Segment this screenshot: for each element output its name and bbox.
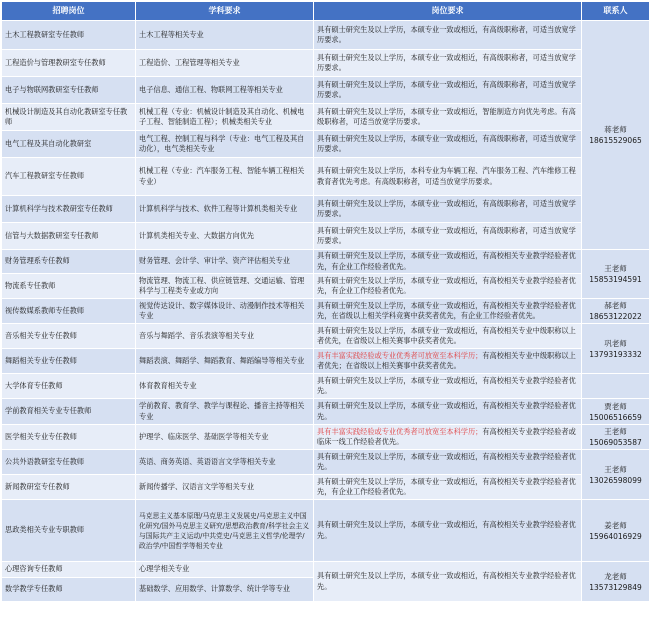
table-header-row — [2, 2, 650, 21]
table-row — [2, 324, 650, 349]
position-cell: 汽车工程教研室专任教师 — [2, 158, 136, 196]
contact-name: 王老师 — [604, 427, 627, 436]
recruitment-table — [1, 1, 650, 602]
position-cell: 思政类相关专业专职教师 — [2, 500, 136, 562]
contact-cell — [582, 21, 650, 250]
requirement-cell: 具有硕士研究生及以上学历，本硕专业一致或相近，有高校相关专业教学经验者优先。 — [314, 450, 582, 475]
header-position: 招聘岗位 — [2, 2, 136, 21]
requirement-cell: 具有硕士研究生及以上学历，本硕专业一致或相近，有高校相关专业教学经验者优先。 — [314, 399, 582, 425]
contact-cell — [582, 500, 650, 562]
table-row — [2, 250, 650, 274]
position-cell: 大学体育专任教师 — [2, 374, 136, 399]
contact-phone: 13573129849 — [589, 582, 642, 592]
contact-phone: 15006516659 — [589, 412, 642, 422]
requirement-cell: 具有硕士研究生及以上学历，本科专业为车辆工程、汽车服务工程、汽车维修工程教育者优先考虑。有高级职称者，可适当放宽学历要求。 — [314, 158, 582, 196]
table-row — [2, 274, 650, 299]
recruitment-table-container — [1, 1, 649, 618]
table-row — [2, 399, 650, 425]
subject-cell: 电子信息、通信工程、物联网工程等相关专业 — [136, 77, 314, 104]
table-row — [2, 374, 650, 399]
subject-cell: 视觉传达设计、数字媒体设计、动漫制作技术等相关专业 — [136, 299, 314, 324]
subject-cell: 物流管理、物流工程、供应链管理、交通运输、管理科学与工程类专业或方向 — [136, 274, 314, 299]
requirement-cell: 具有硕士研究生及以上学历，本硕专业一致或相近，有高级职称者，可适当放宽学历要求。 — [314, 77, 582, 104]
subject-cell: 土木工程等相关专业 — [136, 21, 314, 50]
contact-name: 郝老师 — [604, 301, 627, 310]
requirement-cell: 具有硕士研究生及以上学历，本硕专业一致或相近，有高校相关专业教学经验者优先，有企业工作经验者优先。 — [314, 274, 582, 299]
requirement-cell: 具有硕士研究生及以上学历，本硕专业一致或相近，有高校相关专业教学经验者优先，有企业工作经验者优先。 — [314, 475, 582, 500]
contact-cell — [582, 299, 650, 324]
contact-phone: 15853194591 — [589, 275, 642, 284]
requirement-cell: 具有硕士研究生及以上学历，本硕专业一致或相近，有高级职称者，可适当放宽学历要求。 — [314, 131, 582, 158]
position-cell: 工程造价与管理教研室专任教师 — [2, 50, 136, 77]
subject-cell: 机械工程（专业：汽车服务工程、智能车辆工程相关专业） — [136, 158, 314, 196]
contact-name: 姜老师 — [604, 520, 627, 530]
table-row — [2, 131, 650, 158]
subject-cell: 音乐与舞蹈学、音乐表演等相关专业 — [136, 324, 314, 349]
position-cell: 心理咨询专任教师 — [2, 562, 136, 578]
subject-cell: 计算机科学与技术、软件工程等计算机类相关专业 — [136, 196, 314, 223]
table-row — [2, 425, 650, 450]
contact-cell — [582, 250, 650, 299]
subject-cell: 心理学相关专业 — [136, 562, 314, 578]
table-row — [2, 299, 650, 324]
position-cell: 舞蹈相关专业专任教师 — [2, 349, 136, 374]
position-cell: 计算机科学与技术教研室专任教师 — [2, 196, 136, 223]
contact-name: 王老师 — [604, 264, 627, 273]
table-row — [2, 50, 650, 77]
position-cell: 信管与大数据教研室专任教师 — [2, 223, 136, 250]
table-row — [2, 475, 650, 500]
contact-name: 巩老师 — [604, 338, 627, 348]
requirement-cell: 具有硕士研究生及以上学历，本硕专业一致或相近，有高校相关专业教学经验者优先，有企业工作经验者优先。 — [314, 250, 582, 274]
contact-phone: 18653122022 — [589, 312, 642, 321]
table-row — [2, 21, 650, 50]
table-row — [2, 500, 650, 562]
subject-cell: 护理学、临床医学、基础医学等相关专业 — [136, 425, 314, 450]
subject-cell: 马克思主义基本原理/马克思主义发展史/马克思主义中国化研究/国外马克思主义研究/思想政治教育/科学社会主义与国际共产主义运动/中共党史/马克思主义哲学/伦理学/政治学/中国哲学等相关专业 — [136, 500, 314, 562]
requirement-cell: 具有硕士研究生及以上学历，本硕专业一致或相近，有高校相关专业教学经验者优先，在省级以上相关学科竞赛中获奖者优先，有企业工作经验者优先。 — [314, 299, 582, 324]
contact-name: 龙老师 — [604, 571, 627, 581]
requirement-cell: 具有硕士研究生及以上学历，本硕专业一致或相近，有高级职称者，可适当放宽学历要求。 — [314, 50, 582, 77]
table-row — [2, 562, 650, 578]
position-cell: 财务管理系专任教师 — [2, 250, 136, 274]
position-cell: 医学相关专业专任教师 — [2, 425, 136, 450]
requirement-text: 有高校相关专业中级职称以上者优先；在省级以上相关赛事中获奖者优先。 — [317, 350, 576, 370]
contact-name: 贾老师 — [604, 401, 627, 411]
requirement-cell — [314, 349, 582, 374]
header-requirement: 岗位要求 — [314, 2, 582, 21]
subject-cell: 新闻传播学、汉语言文学等相关专业 — [136, 475, 314, 500]
requirement-highlight: 具有丰富实践经验或专业优秀者可放宽至本科学历； — [317, 350, 483, 360]
position-cell: 机械设计制造及其自动化教研室专任教师 — [2, 104, 136, 131]
contact-cell-empty — [582, 374, 650, 399]
requirement-cell: 具有硕士研究生及以上学历，本硕专业一致或相近，有高校相关专业教学经验者优先。 — [314, 500, 582, 562]
contact-cell — [582, 425, 650, 450]
subject-cell: 基础数学、应用数学、计算数学、统计学等专业 — [136, 578, 314, 602]
position-cell: 学前教育相关专业专任教师 — [2, 399, 136, 425]
table-row — [2, 158, 650, 196]
contact-name: 蒋老师 — [604, 125, 627, 134]
subject-cell: 机械工程（专业：机械设计制造及其自动化、机械电子工程、智能制造工程）；机械类相关专业 — [136, 104, 314, 131]
position-cell: 新闻教研室专任教师 — [2, 475, 136, 500]
position-cell: 物流系专任教师 — [2, 274, 136, 299]
position-cell: 土木工程教研室专任教师 — [2, 21, 136, 50]
position-cell: 音乐相关专业专任教师 — [2, 324, 136, 349]
contact-phone: 15069053587 — [589, 438, 642, 447]
header-subject: 学科要求 — [136, 2, 314, 21]
subject-cell: 财务管理、会计学、审计学、资产评估相关专业 — [136, 250, 314, 274]
contact-name: 王老师 — [604, 464, 627, 474]
table-row — [2, 104, 650, 131]
requirement-cell: 具有硕士研究生及以上学历，本硕专业一致或相近，智能制造方向优先考虑。有高级职称者，可适当放宽学历要求。 — [314, 104, 582, 131]
requirement-cell: 具有硕士研究生及以上学历，本硕专业一致或相近，有高级职称者，可适当放宽学历要求。 — [314, 196, 582, 223]
contact-phone: 15964016929 — [589, 531, 642, 541]
contact-phone: 13793193332 — [589, 349, 642, 359]
subject-cell: 电气工程、控制工程与科学（专业：电气工程及其自动化），电气类相关专业 — [136, 131, 314, 158]
contact-cell — [582, 562, 650, 602]
header-contact: 联系人 — [582, 2, 650, 21]
table-row — [2, 196, 650, 223]
position-cell: 电子与物联网教研室专任教师 — [2, 77, 136, 104]
subject-cell: 工程造价、工程管理等相关专业 — [136, 50, 314, 77]
requirement-highlight: 具有丰富实践经验或专业优秀者可放宽至本科学历； — [317, 426, 483, 436]
requirement-cell: 具有硕士研究生及以上学历，本硕专业一致或相近，有高级职称者，可适当放宽学历要求。 — [314, 223, 582, 250]
requirement-cell: 具有硕士研究生及以上学历，本硕专业一致或相近，有高校相关专业中级职称以上者优先，在省级以上相关赛事中获奖者优先。 — [314, 324, 582, 349]
position-cell: 视传数媒系教师专任教师 — [2, 299, 136, 324]
requirement-cell: 具有硕士研究生及以上学历，本硕专业一致或相近，有高校相关专业教学经验者优先。 — [314, 562, 582, 602]
contact-phone: 13026598099 — [589, 475, 642, 485]
table-row — [2, 77, 650, 104]
subject-cell: 计算机类相关专业、大数据方向优先 — [136, 223, 314, 250]
subject-cell: 体育教育相关专业 — [136, 374, 314, 399]
subject-cell: 英语、商务英语、英语语言文学等相关专业 — [136, 450, 314, 475]
requirement-cell: 具有硕士研究生及以上学历，本硕专业一致或相近，有高级职称者，可适当放宽学历要求。 — [314, 21, 582, 50]
contact-cell — [582, 324, 650, 374]
subject-cell: 学前教育、教育学、教学与课程论、播音主持等相关专业 — [136, 399, 314, 425]
contact-cell — [582, 399, 650, 425]
table-row — [2, 450, 650, 475]
table-row — [2, 223, 650, 250]
requirement-cell — [314, 425, 582, 450]
requirement-cell: 具有硕士研究生及以上学历，本硕专业一致或相近，有高校相关专业教学经验者优先。 — [314, 374, 582, 399]
contact-phone: 18615529065 — [589, 136, 642, 145]
requirement-text: 有高校相关专业教学经验者或临床一线工作经验者优先。 — [317, 426, 576, 446]
contact-cell — [582, 450, 650, 500]
table-row — [2, 349, 650, 374]
position-cell: 电气工程及其自动化教研室 — [2, 131, 136, 158]
subject-cell: 舞蹈表演、舞蹈学、舞蹈教育、舞蹈编导等相关专业 — [136, 349, 314, 374]
position-cell: 数学教学专任教师 — [2, 578, 136, 602]
position-cell: 公共外语教研室专任教师 — [2, 450, 136, 475]
